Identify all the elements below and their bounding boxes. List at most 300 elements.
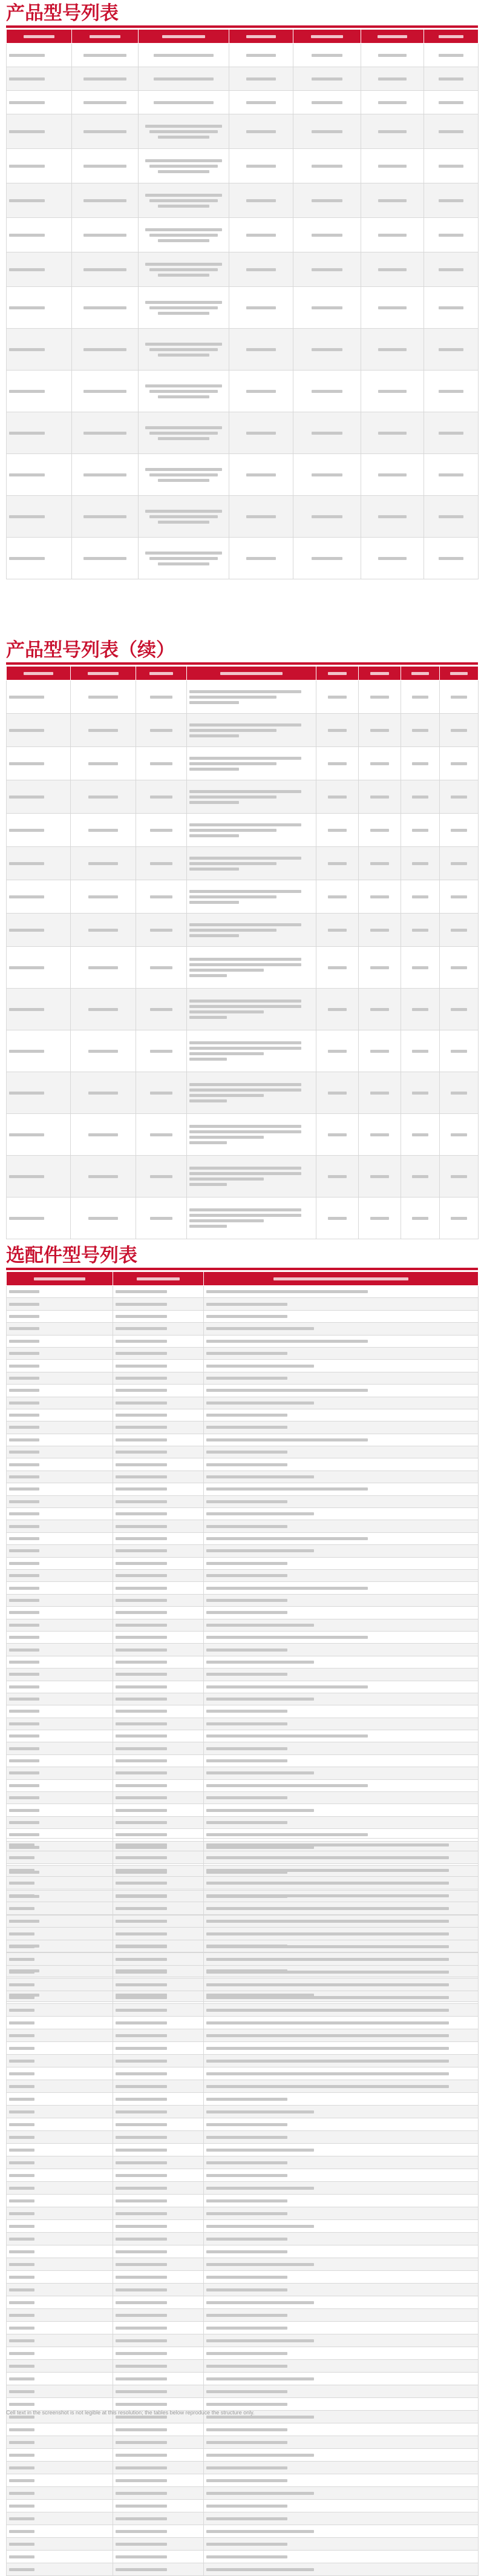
illegible-text — [116, 1463, 167, 1466]
table-cell — [293, 67, 361, 91]
illegible-text — [116, 1611, 167, 1614]
table-cell — [7, 1458, 113, 1471]
table-cell — [316, 1030, 359, 1072]
table-cell — [187, 714, 316, 747]
table-cell — [7, 1966, 113, 1978]
illegible-text — [246, 234, 276, 237]
illegible-text — [9, 1303, 39, 1306]
table-row — [7, 814, 479, 847]
table-cell — [316, 814, 359, 847]
illegible-text — [83, 306, 126, 309]
table-cell — [113, 1446, 204, 1458]
table-cell — [204, 1495, 479, 1507]
table-cell — [424, 454, 479, 496]
table-row — [7, 454, 479, 496]
table-cell — [7, 847, 71, 880]
illegible-text — [9, 2238, 34, 2241]
table-row — [7, 2284, 479, 2296]
illegible-text — [116, 2530, 167, 2533]
illegible-text — [116, 1303, 167, 1306]
table-cell — [359, 747, 401, 780]
illegible-text — [158, 312, 209, 315]
table-row — [7, 1458, 479, 1471]
illegible-text — [9, 966, 44, 969]
illegible-text — [189, 1208, 301, 1211]
illegible-text — [206, 2021, 449, 2024]
table-cell — [7, 1298, 113, 1310]
table-cell — [71, 1114, 136, 1156]
table-cell — [204, 2525, 479, 2538]
illegible-text — [149, 306, 218, 309]
table-cell — [139, 538, 229, 579]
table-cell — [204, 1532, 479, 1544]
table-row — [7, 2500, 479, 2512]
illegible-text — [9, 165, 45, 168]
table-cell — [7, 2284, 113, 2296]
table-row — [7, 2220, 479, 2233]
table-cell — [204, 1446, 479, 1458]
table-cell — [293, 218, 361, 252]
illegible-text — [206, 1809, 314, 1812]
table-cell — [113, 1742, 204, 1754]
table-cell — [7, 2220, 113, 2233]
illegible-text — [9, 2505, 34, 2508]
illegible-text — [312, 473, 343, 476]
illegible-text — [88, 1133, 119, 1136]
illegible-text — [116, 2149, 167, 2152]
table-cell — [113, 2144, 204, 2156]
illegible-text — [88, 729, 119, 732]
illegible-text — [116, 1771, 167, 1774]
illegible-text — [9, 1920, 34, 1923]
table-cell — [316, 947, 359, 989]
illegible-text — [378, 77, 407, 81]
table-cell — [204, 2195, 479, 2207]
table-cell — [113, 1397, 204, 1409]
illegible-text — [206, 2466, 287, 2469]
table-cell — [293, 287, 361, 329]
table-cell — [440, 814, 479, 847]
illegible-text — [9, 2187, 34, 2190]
table-cell — [361, 218, 424, 252]
table-cell — [72, 91, 139, 114]
table-cell — [293, 371, 361, 412]
illegible-text — [206, 1882, 449, 1885]
illegible-text — [246, 54, 276, 57]
table-cell — [293, 44, 361, 67]
table-cell — [204, 1816, 479, 1828]
illegible-text — [9, 515, 45, 518]
illegible-text — [189, 768, 239, 771]
illegible-text — [34, 1277, 85, 1280]
table-cell — [113, 1864, 204, 1877]
illegible-text — [116, 2352, 167, 2355]
illegible-text — [206, 1463, 287, 1466]
illegible-text — [328, 1175, 347, 1178]
table-cell — [401, 780, 440, 814]
illegible-text — [206, 1796, 287, 1799]
table-cell — [359, 814, 401, 847]
illegible-text — [88, 1050, 119, 1053]
illegible-text — [206, 2060, 449, 2063]
table-cell — [136, 1030, 187, 1072]
illegible-text — [88, 1008, 119, 1011]
table-cell — [7, 1864, 113, 1877]
table-cell — [204, 1792, 479, 1804]
illegible-text — [9, 1869, 34, 1872]
table-cell — [204, 2322, 479, 2334]
illegible-text — [9, 1932, 34, 1935]
table-cell — [401, 947, 440, 989]
illegible-text — [83, 348, 126, 351]
illegible-text — [189, 729, 276, 732]
table-cell — [204, 1347, 479, 1359]
column-header — [229, 30, 293, 44]
table-cell — [113, 2436, 204, 2449]
illegible-text — [189, 1141, 227, 1144]
table-cell — [113, 1286, 204, 1298]
table-row — [7, 1928, 479, 1940]
table-cell — [136, 1197, 187, 1239]
table-row — [7, 2423, 479, 2436]
illegible-text — [116, 2390, 167, 2393]
table-cell — [113, 1940, 204, 1953]
table-row — [7, 1156, 479, 1197]
illegible-text — [206, 2479, 287, 2482]
table-cell — [7, 1582, 113, 1594]
illegible-text — [9, 1734, 39, 1738]
table-cell — [316, 914, 359, 947]
table-row — [7, 1705, 479, 1718]
illegible-text — [116, 2454, 167, 2457]
illegible-text — [150, 729, 173, 732]
table-cell — [187, 947, 316, 989]
column-header — [113, 1272, 204, 1286]
illegible-text — [189, 895, 276, 898]
table-cell — [7, 1409, 113, 1421]
illegible-text — [328, 672, 347, 675]
illegible-text — [83, 432, 126, 435]
illegible-text — [116, 1636, 167, 1639]
illegible-text — [312, 432, 343, 435]
table-row — [7, 149, 479, 183]
column-header — [136, 667, 187, 680]
illegible-text — [9, 1796, 39, 1799]
illegible-text — [88, 762, 119, 765]
illegible-text — [150, 895, 173, 898]
table-cell — [7, 1644, 113, 1656]
illegible-text — [206, 1327, 314, 1330]
illegible-text — [149, 557, 218, 560]
table-cell — [359, 680, 401, 714]
illegible-text — [9, 2301, 34, 2304]
table-cell — [401, 814, 440, 847]
illegible-text — [328, 1092, 347, 1095]
illegible-text — [116, 2416, 167, 2419]
illegible-text — [150, 696, 173, 699]
table-row — [7, 2398, 479, 2411]
table-cell — [139, 183, 229, 218]
illegible-text — [116, 2072, 167, 2075]
table-cell — [113, 1792, 204, 1804]
illegible-text — [9, 2072, 34, 2075]
table-cell — [204, 2233, 479, 2245]
table-cell — [293, 412, 361, 454]
column-header — [316, 667, 359, 680]
illegible-text — [9, 1426, 39, 1429]
illegible-text — [116, 1869, 167, 1872]
table-cell — [7, 2398, 113, 2411]
illegible-text — [370, 1217, 389, 1220]
table-cell — [204, 1668, 479, 1681]
illegible-text — [9, 1217, 44, 1220]
illegible-text — [370, 696, 389, 699]
table-cell — [424, 496, 479, 538]
illegible-text — [9, 1327, 39, 1330]
illegible-text — [206, 2314, 287, 2317]
table-cell — [7, 1656, 113, 1668]
illegible-text — [9, 2390, 34, 2393]
illegible-text — [370, 672, 390, 675]
table-cell — [204, 1889, 479, 1902]
table-cell — [204, 1520, 479, 1532]
illegible-text — [150, 1175, 173, 1178]
illegible-text — [189, 1167, 301, 1170]
table-cell — [204, 2093, 479, 2106]
table-cell — [113, 2055, 204, 2067]
illegible-text — [9, 2377, 34, 2380]
illegible-text — [206, 2034, 449, 2037]
illegible-text — [206, 1290, 368, 1293]
illegible-text — [116, 2110, 167, 2113]
table-cell — [7, 1072, 71, 1114]
table-cell — [7, 1030, 71, 1072]
illegible-text — [206, 1771, 314, 1774]
table-cell — [113, 2449, 204, 2462]
table-cell — [7, 2042, 113, 2055]
table-cell — [113, 2220, 204, 2233]
product-model-table — [6, 29, 479, 579]
table-row — [7, 1286, 479, 1298]
table-cell — [187, 1072, 316, 1114]
illegible-text — [88, 829, 119, 832]
table-cell — [136, 1156, 187, 1197]
table-row — [7, 1877, 479, 1889]
table-cell — [113, 2195, 204, 2207]
table-cell — [72, 44, 139, 67]
illegible-text — [439, 234, 463, 237]
illegible-text — [439, 130, 463, 133]
illegible-text — [451, 966, 468, 969]
table-cell — [7, 2551, 113, 2563]
illegible-text — [412, 895, 429, 898]
illegible-text — [412, 966, 429, 969]
illegible-text — [206, 2238, 287, 2241]
table-cell — [113, 1335, 204, 1347]
table-cell — [7, 2004, 113, 2017]
illegible-text — [246, 165, 276, 168]
table-row — [7, 1804, 479, 1816]
table-cell — [440, 1030, 479, 1072]
table-cell — [139, 287, 229, 329]
table-cell — [187, 1197, 316, 1239]
table-cell — [139, 67, 229, 91]
table-cell — [71, 1030, 136, 1072]
illegible-text — [9, 2250, 34, 2253]
table-cell — [359, 714, 401, 747]
illegible-text — [9, 473, 45, 476]
table-cell — [7, 2423, 113, 2436]
table-cell — [7, 2296, 113, 2309]
column-header — [293, 30, 361, 44]
table-cell — [113, 2169, 204, 2182]
illegible-text — [9, 1983, 34, 1986]
illegible-text — [439, 54, 463, 57]
illegible-text — [116, 1945, 167, 1948]
illegible-text — [116, 1983, 167, 1986]
table-cell — [187, 1156, 316, 1197]
illegible-text — [9, 1624, 39, 1627]
table-cell — [424, 538, 479, 579]
column-header — [139, 30, 229, 44]
table-cell — [401, 847, 440, 880]
illegible-text — [116, 2276, 167, 2279]
product-model-table-continued — [6, 666, 479, 1239]
illegible-text — [116, 1843, 167, 1846]
table-cell — [187, 880, 316, 914]
table-cell — [204, 2309, 479, 2322]
table-row — [7, 947, 479, 989]
illegible-text — [158, 170, 209, 173]
table-cell — [113, 2093, 204, 2106]
illegible-text — [116, 1340, 167, 1343]
illegible-text — [116, 1290, 167, 1293]
table-cell — [7, 2093, 113, 2106]
illegible-text — [116, 1315, 167, 1318]
illegible-text — [328, 862, 347, 865]
illegible-text — [206, 1340, 368, 1343]
illegible-text — [189, 829, 276, 832]
table-cell — [204, 2373, 479, 2385]
table-cell — [401, 989, 440, 1030]
illegible-text — [206, 1365, 314, 1368]
table-cell — [71, 714, 136, 747]
table-cell — [424, 149, 479, 183]
illegible-text — [412, 762, 429, 765]
table-cell — [7, 2131, 113, 2144]
table-cell — [401, 1030, 440, 1072]
table-cell — [7, 1434, 113, 1446]
table-cell — [204, 2118, 479, 2131]
table-cell — [361, 91, 424, 114]
table-cell — [72, 287, 139, 329]
table-cell — [72, 454, 139, 496]
table-cell — [316, 747, 359, 780]
illegible-text — [116, 2174, 167, 2177]
table-cell — [7, 2385, 113, 2398]
illegible-text — [116, 2123, 167, 2126]
illegible-text — [116, 2377, 167, 2380]
illegible-text — [88, 862, 119, 865]
illegible-text — [9, 1747, 39, 1750]
table-cell — [204, 1644, 479, 1656]
table-cell — [316, 780, 359, 814]
illegible-text — [88, 1217, 119, 1220]
table-cell — [113, 1631, 204, 1643]
illegible-text — [149, 672, 173, 675]
illegible-text — [9, 696, 44, 699]
column-header — [7, 1272, 113, 1286]
table-cell — [359, 1072, 401, 1114]
illegible-text — [9, 929, 44, 932]
table-cell — [359, 989, 401, 1030]
table-cell — [7, 2106, 113, 2118]
illegible-text — [439, 432, 463, 435]
table-cell — [113, 1360, 204, 1372]
table-row — [7, 91, 479, 114]
section-title: 产品型号列表（续） — [0, 637, 484, 664]
illegible-text — [9, 1092, 44, 1095]
table-cell — [7, 2233, 113, 2245]
table-cell — [72, 183, 139, 218]
table-row — [7, 1940, 479, 1953]
illegible-text — [116, 1907, 167, 1910]
table-cell — [72, 114, 139, 149]
table-row — [7, 2449, 479, 2462]
illegible-text — [189, 934, 239, 937]
illegible-text — [412, 862, 429, 865]
illegible-text — [9, 1587, 39, 1590]
table-cell — [113, 2067, 204, 2080]
table-cell — [7, 2067, 113, 2080]
illegible-text — [206, 1475, 314, 1478]
table-cell — [229, 412, 293, 454]
section-product-models-continued — [0, 637, 484, 664]
table-cell — [204, 2462, 479, 2474]
illegible-text — [9, 1315, 39, 1318]
section-accessory-models — [0, 1242, 484, 1269]
table-cell — [136, 989, 187, 1030]
table-cell — [7, 538, 72, 579]
table-cell — [424, 252, 479, 287]
table-cell — [72, 496, 139, 538]
illegible-text — [9, 2492, 34, 2495]
illegible-text — [206, 2149, 314, 2152]
illegible-text — [206, 1747, 287, 1750]
table-cell — [204, 2563, 479, 2576]
table-row — [7, 1792, 479, 1804]
table-cell — [204, 1693, 479, 1705]
table-row — [7, 2271, 479, 2284]
table-cell — [136, 780, 187, 814]
illegible-text — [83, 473, 126, 476]
illegible-text — [158, 437, 209, 440]
illegible-text — [189, 696, 276, 699]
table-cell — [7, 2271, 113, 2284]
illegible-text — [116, 1587, 167, 1590]
table-row — [7, 114, 479, 149]
illegible-text — [189, 1005, 301, 1008]
illegible-text — [206, 1983, 449, 1986]
illegible-text — [206, 1784, 368, 1787]
table-row — [7, 914, 479, 947]
illegible-text — [149, 390, 218, 393]
illegible-text — [83, 101, 126, 104]
table-row — [7, 1953, 479, 1966]
table-cell — [113, 1668, 204, 1681]
table-cell — [71, 914, 136, 947]
illegible-text — [83, 234, 126, 237]
